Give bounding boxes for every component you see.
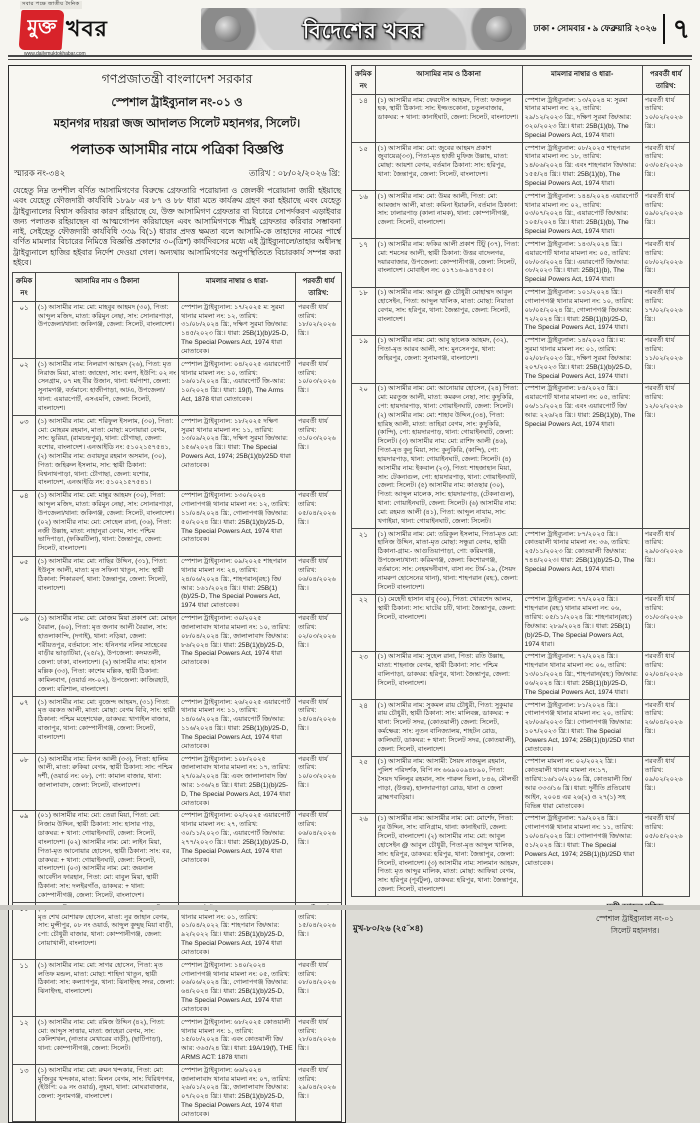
logo-word-red: মুক্ত xyxy=(19,10,65,50)
accused-name-cell: (১) মেহেদী হাসান বাবু (৩০), পিতা: খোরশেদ আলম, স্থায়ী ঠিকানা: সাং: ঘাটের চটি, থানা: জৈন্তাপুর, জেলা: সিলেট, বাংলাদেশ। xyxy=(375,594,522,651)
accused-name-cell: (১) আসামীর নাম: মো: নাছির উদ্দিন, (৩১), পিতা: ইউনুস আলী, মাতা: মৃত সফিনা খাতুন, সাং: স্থায়ী ঠিকানা: শিকারবর্ণ, থানা: জৈন্তাপুর, জেলা: সিলেট, বাংলাদেশ। xyxy=(36,556,179,613)
next-date-cell: পরবর্তী ধার্য তারিখ: ০৯/০২/২০২৬ খ্রি:। xyxy=(642,191,689,239)
section-title: বিদেশের খবর xyxy=(303,20,424,43)
serial-cell: ২৩ xyxy=(352,651,376,699)
serial-cell: ০৬ xyxy=(13,613,36,696)
case-number-cell: থানার মামলা নং: ০১, তারিখ: ০১/০৪/২০২২ খ্রি: শাহপরান জি/আর: ৯২/২০২২ খ্রি:। ধারা: 25B(1)(b)/25-D, The Special Powers Act, 1974 ধারা মোতাবেক। xyxy=(179,903,296,960)
accused-name-cell: (১) আসামীর নাম: ফেরদৌস আহমদ, পিতা: ফজলুল হক, স্থায়ী ঠিকানা: সাং: ইজ্জতকোনা, চতুলবাজার, ডাকঘর: + থানা: কানাইঘাট, জেলা: সিলেট, বাংলাদেশ। xyxy=(375,95,522,143)
dateline: ঢাকা • সোমবার • ৯ ফেব্রুয়ারি ২০২৬ xyxy=(533,23,657,33)
table-row xyxy=(352,335,690,383)
next-date-cell: পরবর্তী ধার্য তারিখ: ১৭/০২/২০২৬ খ্রি:। xyxy=(642,287,689,335)
serial-cell: ২০ xyxy=(352,383,376,528)
case-number-cell: স্পেশাল ট্রাইব্যুনাল: ০৪/২০২৫ এয়ারপোর্ট থানার মামলা নং: ১০, তারিখ: ১৬/০১/২০২৪ খ্রি:, এয়ারপোর্ট জি-আর: ১০/২০২৪ খ্রি:। ধারা: 19(f), The Arms Act, 1878 ধারা মোতাবেক। xyxy=(179,359,296,416)
next-date-cell: পরবর্তী ধার্য তারিখ: ২৯/০৪/২০২৬ খ্রি:। xyxy=(295,1065,341,1122)
next-date-cell: পরবর্তী ধার্য তারিখ: ০৩/০৫/২০২৬ খ্রি:। xyxy=(642,143,689,191)
table-row xyxy=(13,302,342,359)
accused-name-cell: (১) আসামীর নাম: আসামী: সৈয়দ নাজমুল রহমান, পুলিশ পরিদর্শক, বিপি নং ৬৬৯০০৯৪৮৯০, পিতা: সৈয়দ খলিলুর রহমান, সাং পারুল ভিলা, ৮৪৬, মৌলভী পাড়া, (উত্তর), হালদারপাড়া রোড, থানা ও জেলা ব্রাহ্মণবাড়িয়া। xyxy=(375,756,522,813)
next-date-cell: পরবর্তী ধার্য তারিখ: ০৮/০২/২০২৬ খ্রি:। xyxy=(642,239,689,287)
table-row xyxy=(352,239,690,287)
table-row xyxy=(352,191,690,239)
table-row xyxy=(13,754,342,811)
table-row xyxy=(13,416,342,491)
table-header xyxy=(13,273,342,302)
accused-name-cell: (১) আসামীর নাম: সুকমল রায় চৌধুরী, পিতা: সুকুমার রায় চৌধুরী, স্থায়ী ঠিকানা: সাং: মালিবক্স, ডাকঘর: + থানা: সিলেট সদর, (কোতয়ালী) জেলা: সিলেট, কর্মক্ষেত্র: সাং: নুতন বানিজ্যালয়, শাহটন রোড, কালিঘাট, ডাকঘর: + থানা: সিলেট সদর, (কোতয়ালী), জেলা: সিলেট, বাংলাদেশ। xyxy=(375,700,522,757)
case-number-cell: স্পেশাল মামলা নং: ০২/২০২২ খ্রি:। কোতয়ালী থানার মামলা নং:১৭, তারিখ:১৬/১০/২০১৬ খ্রি, কোতয়ালী জি/আর ৩৩৩/১৬ খ্রি। ধারা: দুর্নীতি প্রতিরোধ আইন, ২০০৪ এর ২৬(২) ও ২৭(১) সহ বিভিন্ন ধারা মোতাবেক। xyxy=(522,756,642,813)
next-date-cell: পরবর্তী ধার্য তারিখ: ৩১/০৩/২০২৬ খ্রি:। xyxy=(295,416,341,491)
case-number-cell: স্পেশাল ট্রাইব্যুনাল: ৩০/২০২৫ জালালাবাদ থানার মামলা নং: ১০, তারিখ: ০৮/০৪/২০২৪ খ্রি:, জালালাবাদ জি/আর: ৮৬/২০২৪ খ্রি:। ধারা: 25B(1)(b)/25-D, The Special Powers Act, 1974 ধারা মোতাবেক। xyxy=(179,613,296,696)
case-number-cell: স্পেশাল ট্রাইব্যুনাল: ১৪৩/২০২৪ খ্রি:। এয়ারপোর্ট থানার মামলা নং: ০৫, তারিখ: ০৮/০৩/২০২৪ খ্রি:। এয়ারপোর্ট জি/আর: ৩৮/২০২৩ খ্রি:। ধারা: 25B(1)(b), The Special Powers Act, 1974 ধারা। xyxy=(522,239,642,287)
next-date-cell: পরবর্তী ধার্য তারিখ: ১৫/০৪/২০২৬ খ্রি:। xyxy=(295,697,341,754)
column-header-2: মামলার নাম্বার ও ধারা- xyxy=(179,273,296,302)
serial-cell: ১৩ xyxy=(13,1065,36,1122)
accused-name-cell: (০১) আসামীর নাম: মো: তেরা মিয়া, পিতা: মো: নিজাম উদ্দিন, স্থায়ী ঠিকানা: সাং: হাসার পাড়, ডাকঘর: + থানা: গোয়াইনঘাট, জেলা: সিলেট, বাংলাদেশ। (০২) আসামীর নাম: মো: লাইন মিয়া, পিতা-মৃত আনোয়ার হোসেন, স্থায়ী ঠিকানা: সাং: বর, ডাকঘর: + থানা: গোয়াইনঘাট, জেলা: সিলেট, বাংলাদেশ। (০৩) আসামীর নাম: মো: জয়নাল আবেদীন ফারহান, পিতা: মো: বাবুল মিয়া, স্থায়ী ঠিকানা: সাং: দলইরগাঁও, ডাকঘর: + থানা: কোম্পানীগঞ্জ, জেলা: সিলেট, বাংলাদেশ। xyxy=(36,810,179,902)
column-header-0: ক্রমিক নং xyxy=(352,66,376,95)
case-number-cell: স্পেশাল ট্রাইব্যুনাল: ৬৮/২০২৫ কোতয়ালী থানার মামলা নং: ১, তারিখ: ১৫/০৮/২০২৪ খ্রি: এবং কোতয়ালী জি/আর: ৩৬৫/২৪ খ্রি:। ধারা: 19A/19(f), THE ARMS ACT: 1878 ধারা। xyxy=(179,1017,296,1065)
case-number-cell: স্পেশাল ট্রাইব্যুনাল: ১৪০/২০২৪ গোলাপগঞ্জ থানার মামলা নং: ০৫, তারিখ: ০৬/০৬/২০২৪ খ্রি:, গোলাপগঞ্জ জি/আর: ৬৪/২০২৪ খ্রি:। ধারা: 25B(1)(b)/25-D, The Special Powers Act, 1974 ধারা মোতাবেক। xyxy=(179,960,296,1017)
serial-cell: ১৫ xyxy=(352,143,376,191)
table-row xyxy=(352,813,690,896)
accused-name-cell: (১) আসামীর নাম: আবুল @ চৌধুরী মোহাম্মদ আবুল হোসেইন, পিতা: আব্দুল খালিক, মাতা: মোছা: নিয়াতা বেগম, সাং: হরিপুর, থানা: জৈন্তাপুর, জেলা: সিলেট, বাংলাদেশ। xyxy=(375,287,522,335)
case-number-cell: স্পেশাল ট্রাইব্যুনাল: ৬৬/২০২৪ জালালাবাদ থানার মামলা নং: ০৭, তারিখ: ২৬/০১/২০২৪ খ্রি:, জালালাবাদ জি/আর: ০৭/২০২৪ খ্রি:। ধারা: 25B(1)(b)/25-D, The Special Powers Act, 1974 ধারা মোতাবেক। xyxy=(179,1065,296,1122)
notice-body xyxy=(8,60,692,1123)
table-row xyxy=(352,594,690,651)
next-date-cell: পরবর্তী ধার্য তারিখ: ১০/০২/২০২৬ খ্রি:। xyxy=(642,95,689,143)
column-header-2: মামলার নাম্বার ও ধারা- xyxy=(522,66,642,95)
serial-cell: ২৫ xyxy=(352,756,376,813)
next-date-cell: পরবর্তী ধার্য তারিখ: ০৫/০৪/২০২৬ খ্রি:। xyxy=(295,490,341,556)
next-date-cell: পরবর্তী ধার্য তারিখ: ০২/০৩/২০২৬ খ্রি:। xyxy=(295,613,341,696)
signatory-designation: স্পেশাল ট্রাইব্যুনাল নং-০১ xyxy=(596,914,674,924)
serial-cell: ২৬ xyxy=(352,813,376,896)
section-banner xyxy=(201,8,526,50)
accused-name-cell: (১) আসামীর নাম: ফকির আলী প্রকাশ টিটু (৩৭), পিতা: মো: শমসের আলী, স্থায়ী ঠিকানা: উত্তর বাদেলগর, দয়ারবাজার, উপজেলা: কোম্পানীগঞ্জ, জেলা: সিলেট, বাংলাদেশ। মোবাইল নং: ০১৭১৬-৯৪৭৫৫৩। xyxy=(375,239,522,287)
serial-cell: ১৮ xyxy=(352,287,376,335)
accused-name-cell: মৃত শেখ মোশারফ হোসেন, মাতা: নুর জাহান বেগম, সাং: মুন্সীপুর, ০৮ নং ওয়ার্ড, আব্দুল কুদ্দুছ মিয়া বাড়ী, পো: চৌধুরী বাজার, থানা: কোম্পানীগঞ্জ, জেলা: নোয়াখালী, বাংলাদেশ। xyxy=(36,903,179,960)
accused-name-cell: (১) আসামীর নাম: মো: মাহবুব আহমদ (৩০), পিতা: আব্দুল মজিদ, মাতা: করিমুন নেছা, সাং: সোনারপাড়া, উপজেলা/থানা: জকিগঞ্জ, জেলা: সিলেট, বাংলাদেশ। xyxy=(36,302,179,359)
table-row xyxy=(13,960,342,1017)
table-row xyxy=(13,613,342,696)
case-number-cell: স্পেশাল ট্রাইব্যুনাল: ১৩/২০২৪ ম: সুরমা থানার মামলা নং: ২২, তারিখ: ২৯/১২/২০২৩ খ্রি:, দক্ষিণ সুরমা জি/আর: ৩২০/২০২৩ খ্রি:। ধারা: 25B(1)(b), The Special Powers Act, 1974 ধারা। xyxy=(522,95,642,143)
serial-cell: ১৬ xyxy=(352,191,376,239)
logo-word-black: খবর xyxy=(66,15,108,41)
case-number-cell: স্পেশাল ট্রাইব্যুনাল: ৮৭/২০২৫ খ্রি:। কোতয়ালী থানার মামলা নং: ৩৬, তারিখ: ২৫/১১/২০২৩ খ্রি: কোতয়ালী জি/আর: ৭৪৪/২০২৩। ধারা: 25B(1)(b)/25-D, The Special Powers Act, 1974 ধারা। xyxy=(522,529,642,595)
accused-name-cell: (১) আসামীর নাম: মো: রুমন খন্দকার, পিতা: মো: মুজিবুর খন্দকার, মাতা: মিলন বেগম, সাং: খিরিধণগর, (ইউপি: ০৯ নং ওয়ার্ড), নুহমা, থানা: মোঘরাবাজার, জেলা: সুনামগঞ্জ, বাংলাদেশ। xyxy=(36,1065,179,1122)
accused-name-cell: (১) আসামীর নাম: মো: বুজেন্দ আহমদ, (৩১) পিতা: মৃত বরকত আলী, মাতা: মোছা: বেগম বিবি, সাং: স্থায়ী ঠিকানা: পশ্চিম মহেশখেরু, ডাকঘর: খাগাইল বাজার, বাজাপুর, থানা: কোম্পানীগঞ্জ, জেলা: সিলেট, বাংলাদেশ। xyxy=(36,697,179,754)
accused-name-cell: (১) আসামীর নাম: মো: শরিফুল ইসলাম, (৩০), পিতা: মো: মোহরম রহমান, মাতা: মোছা: মনোয়ারা বেগম, সাং: ভুরিয়া, (রামচন্দ্রপুর), থানা: চৌগাছা, জেলা: যশোর, বাংলাদেশ। এনআইডি নং: ৫১০২১৫৭৫৪১, (২) আসামীর নাম: ওবায়দুর রহমান অসমান, (৩০), পিতা: জহিরুল ইসলাম, সাং: স্থায়ী ঠিকানা: বিশ্বনাথপাড়া, থানা: চৌগাছা, জেলা: যশোর, বাংলাদেশ, এনআইডি নং: ৫১০২১৫৭৫৪১। xyxy=(36,416,179,491)
newspaper-logo xyxy=(8,1,193,57)
logo-tagline: সবার পক্ষে জাতীয় দৈনিক xyxy=(22,1,80,7)
table-row xyxy=(13,490,342,556)
next-date-cell: পরবর্তী ধার্য তারিখ: ১০/০৩/২০২৬ খ্রি:। xyxy=(295,359,341,416)
notice-date: তারিখ : ০৮/০২/২০২৬ খ্রি: xyxy=(248,168,340,178)
accused-name-cell: (১) আসামীর নাম: মো: মোজম মিয়া প্রকাশ মো: মোহন বৈরাল, (৬০), পিতা: মৃত জনাব আলী বৈরাল, সাং: হাতলাকান্দি, (দগাই), থানা: নড়িয়া, জেলা: শরীয়তপুর, বর্তমানে: সাং: ধনিনগর নলির সাহেবের বাড়ীর ভাড়াটিয়া, (২৫/২), উপজেলা: কদমতলী, জেলা: ঢাকা, বাংলাদেশ। (২) আসামীর নাম: হাসান মল্লিক (৩৩), পিতা: কাশেম মল্লিক, স্থায়ী ঠিকানা: কামিলবাগ, (ওয়ার্ড নং-০২), উপজেলা: কাজিরহাট, জেলা: বরিশাল, বাংলাদেশ। xyxy=(36,613,179,696)
accused-name-cell: (১) আসামীর নাম: মো: জুবের আহমদ প্রকাশ জুবায়ের(৩৩), পিতা-মৃত হাজী মুফিজ উল্লাহ, মাতা: মোছা: আয়শা বেগম, বর্তমান ঠিকানা: সাং: হরিপুর, থানা: জৈন্তাপুর, জেলা: সিলেট, বাংলাদেশ। xyxy=(375,143,522,191)
serial-cell: ১১ xyxy=(13,960,36,1017)
next-date-cell: পরবর্তী ধার্য তারিখ: ০৫/০৫/২০২৬ খ্রি:। xyxy=(642,813,689,896)
next-date-cell: পরবর্তী ধার্য তারিখ: ০৯/০২/২০২৬ খ্রি:। xyxy=(642,756,689,813)
serial-cell: ০৭ xyxy=(13,697,36,754)
next-date-cell: পরবর্তী ধার্য তারিখ: ২৯/০৩/২০২৬ খ্রি:। xyxy=(642,529,689,595)
next-date-cell: পরবর্তী ধার্য তারিখ: ১২/০২/২০২৬ খ্রি:। xyxy=(642,383,689,528)
case-number-cell: স্পেশাল ট্রাইব্যুনাল: ১৪/২০২৫ খ্রি:। ম: সুরমা থানার মামলা নং: ০১, তারিখ: ০২/০৮/২০২৩ খ্রি:, দক্ষিণ সুরমা জি/আর: ২০৭/২০২৩ খ্রি:। ধারা: 25B(1)(b)/25-D, The Special Powers Act, 1974 ধারা। xyxy=(522,335,642,383)
table-row xyxy=(13,810,342,902)
serial-cell: ১৪ xyxy=(352,95,376,143)
notice-title: পলাতক আসামীর নামে পত্রিকা বিজ্ঞপ্তি xyxy=(70,141,284,157)
case-number-cell: স্পেশাল ট্রাইব্যুনাল: ১৪৪/২০২৪ এয়ারপোর্ট থানার মামলা নং: ০২, তারিখ: ০৩/০৭/২০২৪ খ্রি:, এয়ারপোর্ট জি/আর: ১০৫/২০২৪ খ্রি:। ধারা: 25B(1)(b), The Special Powers Act, 1974 ধারা। xyxy=(522,191,642,239)
table-row xyxy=(352,383,690,528)
notice-right-column xyxy=(351,65,690,936)
table-row xyxy=(13,359,342,416)
serial-cell: ০৩ xyxy=(13,416,36,491)
table-header xyxy=(352,66,690,95)
next-date-cell: পরবর্তী ধার্য তারিখ: ৩১/০৩/২০২৬ খ্রি:। xyxy=(642,594,689,651)
serial-cell: ২৪ xyxy=(352,700,376,757)
case-number-cell: স্পেশাল ট্রাইব্যুনাল: ৭৯/২০২৪ খ্রি:। গোলাপগঞ্জ থানার মামলা নং: ১১, তারিখ: ১০/০৪/২০২৪ খ্রি:। গোলাপগঞ্জ জি/আর: ৫১/২০২৪ খ্রি:। ধারা: The Special Powers Act, 1974; 25B(1)(b)/25D ধারা মোতাবেক। xyxy=(522,813,642,896)
serial-cell: ২২ xyxy=(352,594,376,651)
accused-name-cell: (১) আসামীর নাম: সুহেল রানা, পিতা: রতি উল্লাহ, মাতা: শাহনাজ বেগম, স্থায়ী ঠিকানা: সাং: পশ্চিম বালিপাড়া, ডাকঘর: হরিপুর, থানা: জৈন্তাপুর, জেলা: সিলেট, বাংলাদেশ। xyxy=(375,651,522,699)
masthead xyxy=(8,1,692,57)
court-name-line2: মহানগর দায়রা জজ আদালত সিলেট মহানগর, সিলেট। xyxy=(53,118,301,130)
serial-cell: ০২ xyxy=(13,359,36,416)
next-date-cell: পরবর্তী ধার্য তারিখ: ১১/০২/২০২৬ খ্রি:। xyxy=(642,335,689,383)
accused-name-cell: (১) আসামীর নাম: মো: তরিকুল ইসলাম, পিতা-মৃত মো: হানিজ উদ্দিন, মাতা-মৃত মোছা: সন্ধুরা বেগম, স্থায়ী ঠিকানা-গ্রাম:- আগুতিয়াপাড়া, পো: করিমগঞ্জ, উপজেলা/থানা: করিমগঞ্জ, জেলা: কিশোরগঞ্জ, বর্তমানে: সাং: নেহমদনীবাগ, বাসা নং: টার্ম-১৯, (সৈয়দ নামরুণ হোসেনের থানা), থানা: শাহপরান (রহ:), জেলা: সিলেট বাংলাদেশ। xyxy=(375,529,522,595)
table-row xyxy=(352,287,690,335)
accused-name-cell: (১) আসামীর নাম: নিলরাগ আহমদ (২৬), পিতা: মৃত নিরাজ মিয়া, মাতা: জাহেদা, সাং: বলণ, ইউপি: ০২ নং সেনগ্রাম, ০৭ মহ বীর উজান, থানা: ধর্মপাশা, জেলা: সুনামগঞ্জ, বর্তমানে: হাজীপাড়া, আ/এ, উপজেলা/থানা: এয়ারপোর্ট, এসএমপি, জেলা: সিলেট, বাংলাদেশ। xyxy=(36,359,179,416)
government-line: গণপ্রজাতন্ত্রী বাংলাদেশ সরকার xyxy=(101,72,253,86)
table-row xyxy=(352,95,690,143)
serial-cell: ০৪ xyxy=(13,490,36,556)
court-name-line1: স্পেশাল ট্রাইব্যুনাল নং-০১ ও xyxy=(111,97,243,109)
case-number-cell: স্পেশাল ট্রাইব্যুনাল: ১০৮/২০২৫ জালালাবাদ থানার মামলা নং: ১৭, তারিখ: ২৭/০৯/২০২৪ খ্রি: এবং জালালাবাদ জি/আর: ১৩৬/২৪ খ্রি:। ধারা: 25B(1)(b)/25-D, The Special Powers Act, 1974 ধারা মোতাবেক। xyxy=(179,754,296,811)
serial-cell: ১২ xyxy=(13,1017,36,1065)
table-row xyxy=(352,700,690,757)
table-row xyxy=(352,651,690,699)
case-number-cell: স্পেশাল ট্রাইব্যুনাল: ১৩০/২০২৪ গোলাপগঞ্জ থানার মামলা নং: ১২, তারিখ: ১১/০৪/২০২৪ খ্রি:, গোলাপগঞ্জ জি/আর: ৫০/২০২৪ খ্রি:। ধারা: 25B(1)(b)/25-D, The Special Powers Act, 1974 ধারা মোতাবেক। xyxy=(179,490,296,556)
column-header-1: আসামির নাম ও ঠিকানা xyxy=(375,66,522,95)
accused-name-cell: (১) আসামীর নাম: মো: রমিজ উদ্দিন (৪২), পিতা: মো: আব্দুস সাত্তার, মাতা: জাহেরা বেগম, সাং: কেলিশখল, (নাতার মেখারের বাড়ী), (ছাটিপাড়া), থানা: কোম্পানীগঞ্জ, জেলা: সিলেট। xyxy=(36,1017,179,1065)
table-row xyxy=(13,903,342,960)
table-row xyxy=(13,1017,342,1065)
column-header-1: আসামির নাম ও ঠিকানা xyxy=(36,273,179,302)
memo-number: স্মারক নং-৩৪২ xyxy=(14,168,66,178)
page-bottom-edge xyxy=(0,905,700,910)
print-code: মুখ-৮০/২৬ (২৫˝×৪) xyxy=(353,922,423,933)
column-header-3: পরবর্তী ধার্য তারিখ: xyxy=(642,66,689,95)
serial-cell: ০৮ xyxy=(13,754,36,811)
accused-name-cell: (১) আসামীর নাম: মো: সাগর হোসেন, পিতা: মৃত লতিফ মন্ডল, মাতা: মোছা: শাহিদা খাতুন, স্থায়ী ঠিকানা: সাং: কল্যাণপুর, থানা: ঝিনাইদহ সদর, জেলা: ঝিনাইদহ, বাংলাদেশ। xyxy=(36,960,179,1017)
case-number-cell: স্পেশাল ট্রাইব্যুনাল: ০৯/২০২৫ শাহপরান থানার মামলা নং: ২৪, তারিখ: ২৪/০৬/২০২৪ খ্রি:, শাহপরান(রহ:) জি/আর: ১৬১/২০২৪ খ্রি:। ধারা: 25B(1)(b)/25-D, The Special Powers Act, 1974 ধারা মোতাবেক। xyxy=(179,556,296,613)
accused-name-cell: (১) আসামীর নাম: মো: উমর আলী, পিতা: মো: আমজাদ আলী, মাতা: কমিনা ইয়ারুনি, বর্তমান ঠিকানা: সাং: ঢালারপাড় (কালা নামক), থানা: কোম্পানীগঞ্জ, জেলা: সিলেট, বাংলাদেশ। xyxy=(375,191,522,239)
next-date-cell: পরবর্তী ধার্য তারিখ: ১০/০৩/২০২৬ খ্রি:। xyxy=(295,754,341,811)
notice-left-column xyxy=(8,65,346,1123)
serial-cell: ১৯ xyxy=(352,335,376,383)
next-date-cell: পরবর্তী ধার্য তারিখ: ০৬/০৪/২০২৬ খ্রি:। xyxy=(295,556,341,613)
table-row xyxy=(13,556,342,613)
case-number-cell: স্পেশাল ট্রাইব্যুনাল: ৮৪/২০২৫ খ্রি:। এয়ারপোর্ট থানার মামলা নং: ০৫, তারিখ: ০৬/১১/২০২৪ খ্রি: এবং এয়ারপোর্ট জি/আর: ২২৬/২৪ খ্রি:। ধারা: 25B(1)(b), The Special Powers Act, 1974 ধারা। xyxy=(522,383,642,528)
table-row xyxy=(352,529,690,595)
page-number: ৭ xyxy=(672,13,690,44)
notice-preamble: যেহেতু নিম্ন তপশীল বর্ণিত আসামিগণের বিরুদ্ধে গ্রেফতারি পরোয়ানা ও জেলকী পরোয়ানা জারী হইয়াছে এবং যেহেতু ফৌজদারী কার্যবিধি ১৮৯৮ এর ৮৭ ও ৮৮ ধারা মতে কার্যক্রম গ্রহণ করা হইয়াছে এবং যেহেতু ট্রাইব্যুনালের বিশ্বাস করিবার কারণ রহিয়াছে যে, উক্ত আসামিগণ গ্রেফতার বা বিচারে সোপর্দকরণ এড়াইবার জন্য পলাতক রহিয়াছেন বা আত্মগোপন করিয়াছেন এবং আসামিগণকে শীঘ্রই গ্রেফতার করিবার সম্ভাবনা নাই, সেইহেতু ফৌজদারী কার্যবিধি ৩৩৯ বি(১) ধারার প্রদত্ত ক্ষমতা বলে আসামি-কে তাহাদের নামের পার্শ্বে বর্ণিত মামলার বিচারের নিমিত্তে বিজ্ঞপ্তি প্রকাশের ৩০(ত্রিশ) কার্যদিবসের মধ্যে এই ট্রাইব্যুনালে/তাহার অধীনস্থ ট্রাইব্যুনালে হাজির হইবার নির্দেশ দেওয়া গেল। অন্যথায় আসামিগণের অনুপস্থিতিতে বিচারকার্য সম্পন্ন করা হইবে। xyxy=(13,186,341,267)
table-row xyxy=(352,143,690,191)
serial-cell: ০১ xyxy=(13,302,36,359)
accused-table-left xyxy=(12,272,342,1122)
table-row xyxy=(13,697,342,754)
logo-website: www.dailymuktokhabar.com xyxy=(24,51,86,57)
next-date-cell: পরবর্তী ধার্য তারিখ: ০৬/০৪/২০২৬ খ্রি:। xyxy=(295,810,341,902)
case-number-cell: স্পেশাল ট্রাইব্যুনাল: ০৮/২০২৫ শাহপরান থানার মামলা নং: ১৮, তারিখ: ১৪/০৬/২০২৪ খ্রি: এবং শাহপরান জি/আর: ১৫৫/২৪ খ্রি:। ধারা: 25B(1)(b), The Special Powers Act, 1974 ধারা। xyxy=(522,143,642,191)
serial-cell: ০৫ xyxy=(13,556,36,613)
case-number-cell: স্পেশাল ট্রাইব্যুনাল: ০২/২০২৫ এয়ারপোর্ট থানার মামলা নং: ২৭, তারিখ: ৩০/১১/২০২৩ খ্রি:, এয়ারপোর্ট জি/আর: ২৭৭/২০২৩ খ্রি:। ধারা: 25B(1)(b)/25-D, The Special Powers Act, 1974 ধারা মোতাবেক। xyxy=(179,810,296,902)
next-date-cell: পরবর্তী ধার্য তারিখ: ০৮/০৪/২০২৬ খ্রি:। xyxy=(295,960,341,1017)
column-header-3: পরবর্তী ধার্য তারিখ: xyxy=(295,273,341,302)
case-number-cell: স্পেশাল ট্রাইব্যুনাল: ২৬/২০২৫ এয়ারপোর্ট থানার মামলা নং: ১১, তারিখ: ১৪/০৬/২০২৪ খ্রি:, এয়ারপোর্ট জি/আর: ১১৬/২০২৪ খ্রি:। ধারা: 25B(1)(b)/25-D, The Special Powers Act, 1974 ধারা মোতাবেক। xyxy=(179,697,296,754)
case-number-cell: স্পেশাল ট্রাইব্যুনাল: ৮১/২০২৪ খ্রি:। গোলাপগঞ্জ থানার মামলা নং: ২০, তারিখ: ২৮/০৬/২০২৩ খ্রি:। গোলাপগঞ্জ জি/আর: ১০৭/২০২৩ খ্রি:। ধারা: The Special Powers Act, 1974; 25B(1)(b)/25D ধারা মোতাবেক। xyxy=(522,700,642,757)
serial-cell: ০৯ xyxy=(13,810,36,902)
column-header-0: ক্রমিক নং xyxy=(13,273,36,302)
case-number-cell: স্পেশাল ট্রাইব্যুনাল: ১৮/২০২৫ দক্ষিণ সুরমা থানার মামলা নং: ১১, তারিখ: ১৩/০৯/২০২৪ খ্রি:, দক্ষিণ সুরমা জি/আর: ১৫৬/২০২৪ খ্রি:। ধারা: The Special Powers Act, 1974; 25B(1)(b)/25D ধারা মোতাবেক। xyxy=(179,416,296,491)
next-date-cell: পরবর্তী ধার্য তারিখ: ২৬/০৪/২০২৬ খ্রি:। xyxy=(642,700,689,757)
page-number-divider xyxy=(663,14,665,44)
signatory-location: সিলেট মহানগর। xyxy=(610,925,660,935)
accused-name-cell: (১) আসামীর নাম: মো: মান্নুর আহমদ (৩০), পিতা: আব্দুল মজিদ, মাতা: করিমুন নেছা, সাং: সোনারপাড়া, উপজেলা/থানা: জকিগঞ্জ, জেলা: সিলেট, বাংলাদেশ। (০২) আসামীর নাম: মো: সোহেল রানা, (৩৬), পিতা: নজী উল্লাহ, মাতা: নাহানুরা বেগম, সাং: পশ্চিম ভাদিপাড়া, (ফকিরটিলা), থানা: জৈন্তাপুর, জেলা: সিলেট, বাংলাদেশ। xyxy=(36,490,179,556)
case-number-cell: স্পেশাল ট্রাইব্যুনাল: ৭২/২০২৪ খ্রি:। শাহপরান থানার মামলা নং: ০৬, তারিখ: ১৩/০১/২০২৪ খ্রি:, শাহপরান(রহ:) জি/আর: ০৬/২০২৪ খ্রি:। ধারা: 25B(1)(b)/25-D, The Special Powers Act, 1974 ধারা। xyxy=(522,651,642,699)
next-date-cell: তারিখ: ১৫/০৪/২০২৬ খ্রি:। xyxy=(295,903,341,960)
accused-name-cell: (১) আসামীর নাম: মো: আনোয়ার হোসেন, (২৪) পিতা: মো: মরতুজ আলী, মাতা: কমরুন নেছা, সাং: কুদুকিরি, পো: হায়দারপাড়, থানা: গোয়াইনঘাট, জেলা: সিলেট। (২) আসামীর নাম: মো: শাহাব উদ্দিন,(৩৪), পিতা: হারিছ আলী, মাতা: তাহিরা বেগম, সাং: কুদুকিরি, (কান্দি), পো: হায়দারপাড়, থানা: গোয়াইনঘাট, জেলা: সিলেট। (৩) আসামীর নাম: মো: রাশিদ আলী (৪৬), পিতা-মৃত কুনু মিয়া, সাং: কুনুকিরি, (কান্দি), পো: হায়দারপাড়, থানা: গোয়াইনঘাট, জেলা: সিলেট। (৪) আসামীর নাম: ইকবাল (২৩), পিতা: শাহজাহান মিয়া, সাং: টেকনাগুল, পো: হায়দারপাড়, থানা: গোয়াইনঘাট, জেলা: সিলেট। (৫) আসামীর নাম: কাওছার (৩০), পিতা: আব্দুল মালেক, সাং: হায়দারপাড়, (টেকনাগুল), থানা: গোয়াইনঘাট, জেলা: সিলেট। (৬) আসামীর নাম: মো: রহমত আলী (৪১), পিতা: আব্দুল নাযাম, সাং: খগাইয়া, থানা: গোয়াইনঘাট, জেলা: সিলেট। xyxy=(375,383,522,528)
case-number-cell: স্পেশাল ট্রাইব্যুনাল: ১৭/২০২৫ ম: সুরমা থানার মামলা নং: ১২, তারিখ: ৩১/০৮/২০২৪ খ্রি:, দক্ষিণ সুরমা জি/আর: ১৪৫/২০২৩ খ্রি:। ধারা: 25B(1)(b)/25-D, The Special Powers Act, 1974 ধারা মোতাবেক। xyxy=(179,302,296,359)
table-row xyxy=(352,756,690,813)
next-date-cell: পরবর্তী ধার্য তারিখ: ০২/০৪/২০২৬ খ্রি:। xyxy=(642,651,689,699)
case-number-cell: স্পেশাল ট্রাইব্যুনাল: ১০১/২০২৪ খ্রি:। গোলাপগঞ্জ থানার মামলা নং: ১০, তারিখ: ০৮/০৫/২০২৪ খ্রি:, গোলাপগঞ্জ জি/আর: ৭২/২০২৪ খ্রি:। ধারা: 25B(1)(b)/25-D, The Special Powers Act, 1974 ধারা। xyxy=(522,287,642,335)
accused-table-right xyxy=(351,65,690,897)
serial-cell xyxy=(13,903,36,960)
accused-name-cell: (১) আসামীর নাম: রিপন আলী (৩৩), পিতা: হালিম আলী, মাতা: রুকিয়া বেগম, স্থায়ী ঠিকানা: সাং: পশ্চিম দর্শী, (ওয়ার্ড নং: ০৮), পো: কামাল বাজার, থানা: জালালাবাদ, জেলা: সিলেট, বাংলাদেশ। xyxy=(36,754,179,811)
table-row xyxy=(13,1065,342,1122)
serial-cell: ১৭ xyxy=(352,239,376,287)
serial-cell: ২১ xyxy=(352,529,376,595)
case-number-cell: স্পেশাল ট্রাইব্যুনাল: ৭৭/২০২৫ খ্রি:। শাহপরান (রহ:) থানার মামলা নং: ০৬, তারিখ: ০৫/১১/২০২৪ খ্রি: শাহপরান(রহ:) জি/আর: ২৮৯/২০২৪ খ্রি:। ধারা: 25B(1)(b)/25-D, The Special Powers Act, 1974 ধারা। xyxy=(522,594,642,651)
next-date-cell: পরবর্তী ধার্য তারিখ: ১৮/০২/২০২৬ খ্রি:। xyxy=(295,302,341,359)
accused-name-cell: (১) আসামীর নাম: আসামীর নাম: মো: মোর্শেদ, পিতা: নুর উদ্দিন, সাং: বানিগ্রাম, থানা: কানাইঘাট, জেলা: সিলেট, বাংলাদেশ। (২) আসামীর নাম: মো: আবুল হোসেইন @ আবুল চৌধুরী, পিতা-মৃত আব্দুল খালিক, সাং: হরিপুর, ডাকঘর: হরিপুর, থানা: জৈন্তাপুর, জেলা: সিলেট, বাংলাদেশ। (৩) আসামীর নাম: সালমান আহমদ, পিতা: মৃত আব্দুর মালিক, মাতা: মোছা: আফিয়া বেগম, সাং: হরিপুর (পূর্বটুল), ডাকঘর: হরিপুর, থানা: জৈন্তাপুর, জেলা: সিলেট, বাংলাদেশ। xyxy=(375,813,522,896)
accused-name-cell: (১) আসামীর নাম: মো: আবু ছালেক আহমদ, (৩২), পিতা-মৃত আরব আলী, সাং: মুনসেনপুর, থানা: জহিরপুর, জেলা: সুনামগঞ্জ, বাংলাদেশ। xyxy=(375,335,522,383)
next-date-cell: পরবর্তী ধার্য তারিখ: ২৮/০৪/২০২৬ খ্রি:। xyxy=(295,1017,341,1065)
